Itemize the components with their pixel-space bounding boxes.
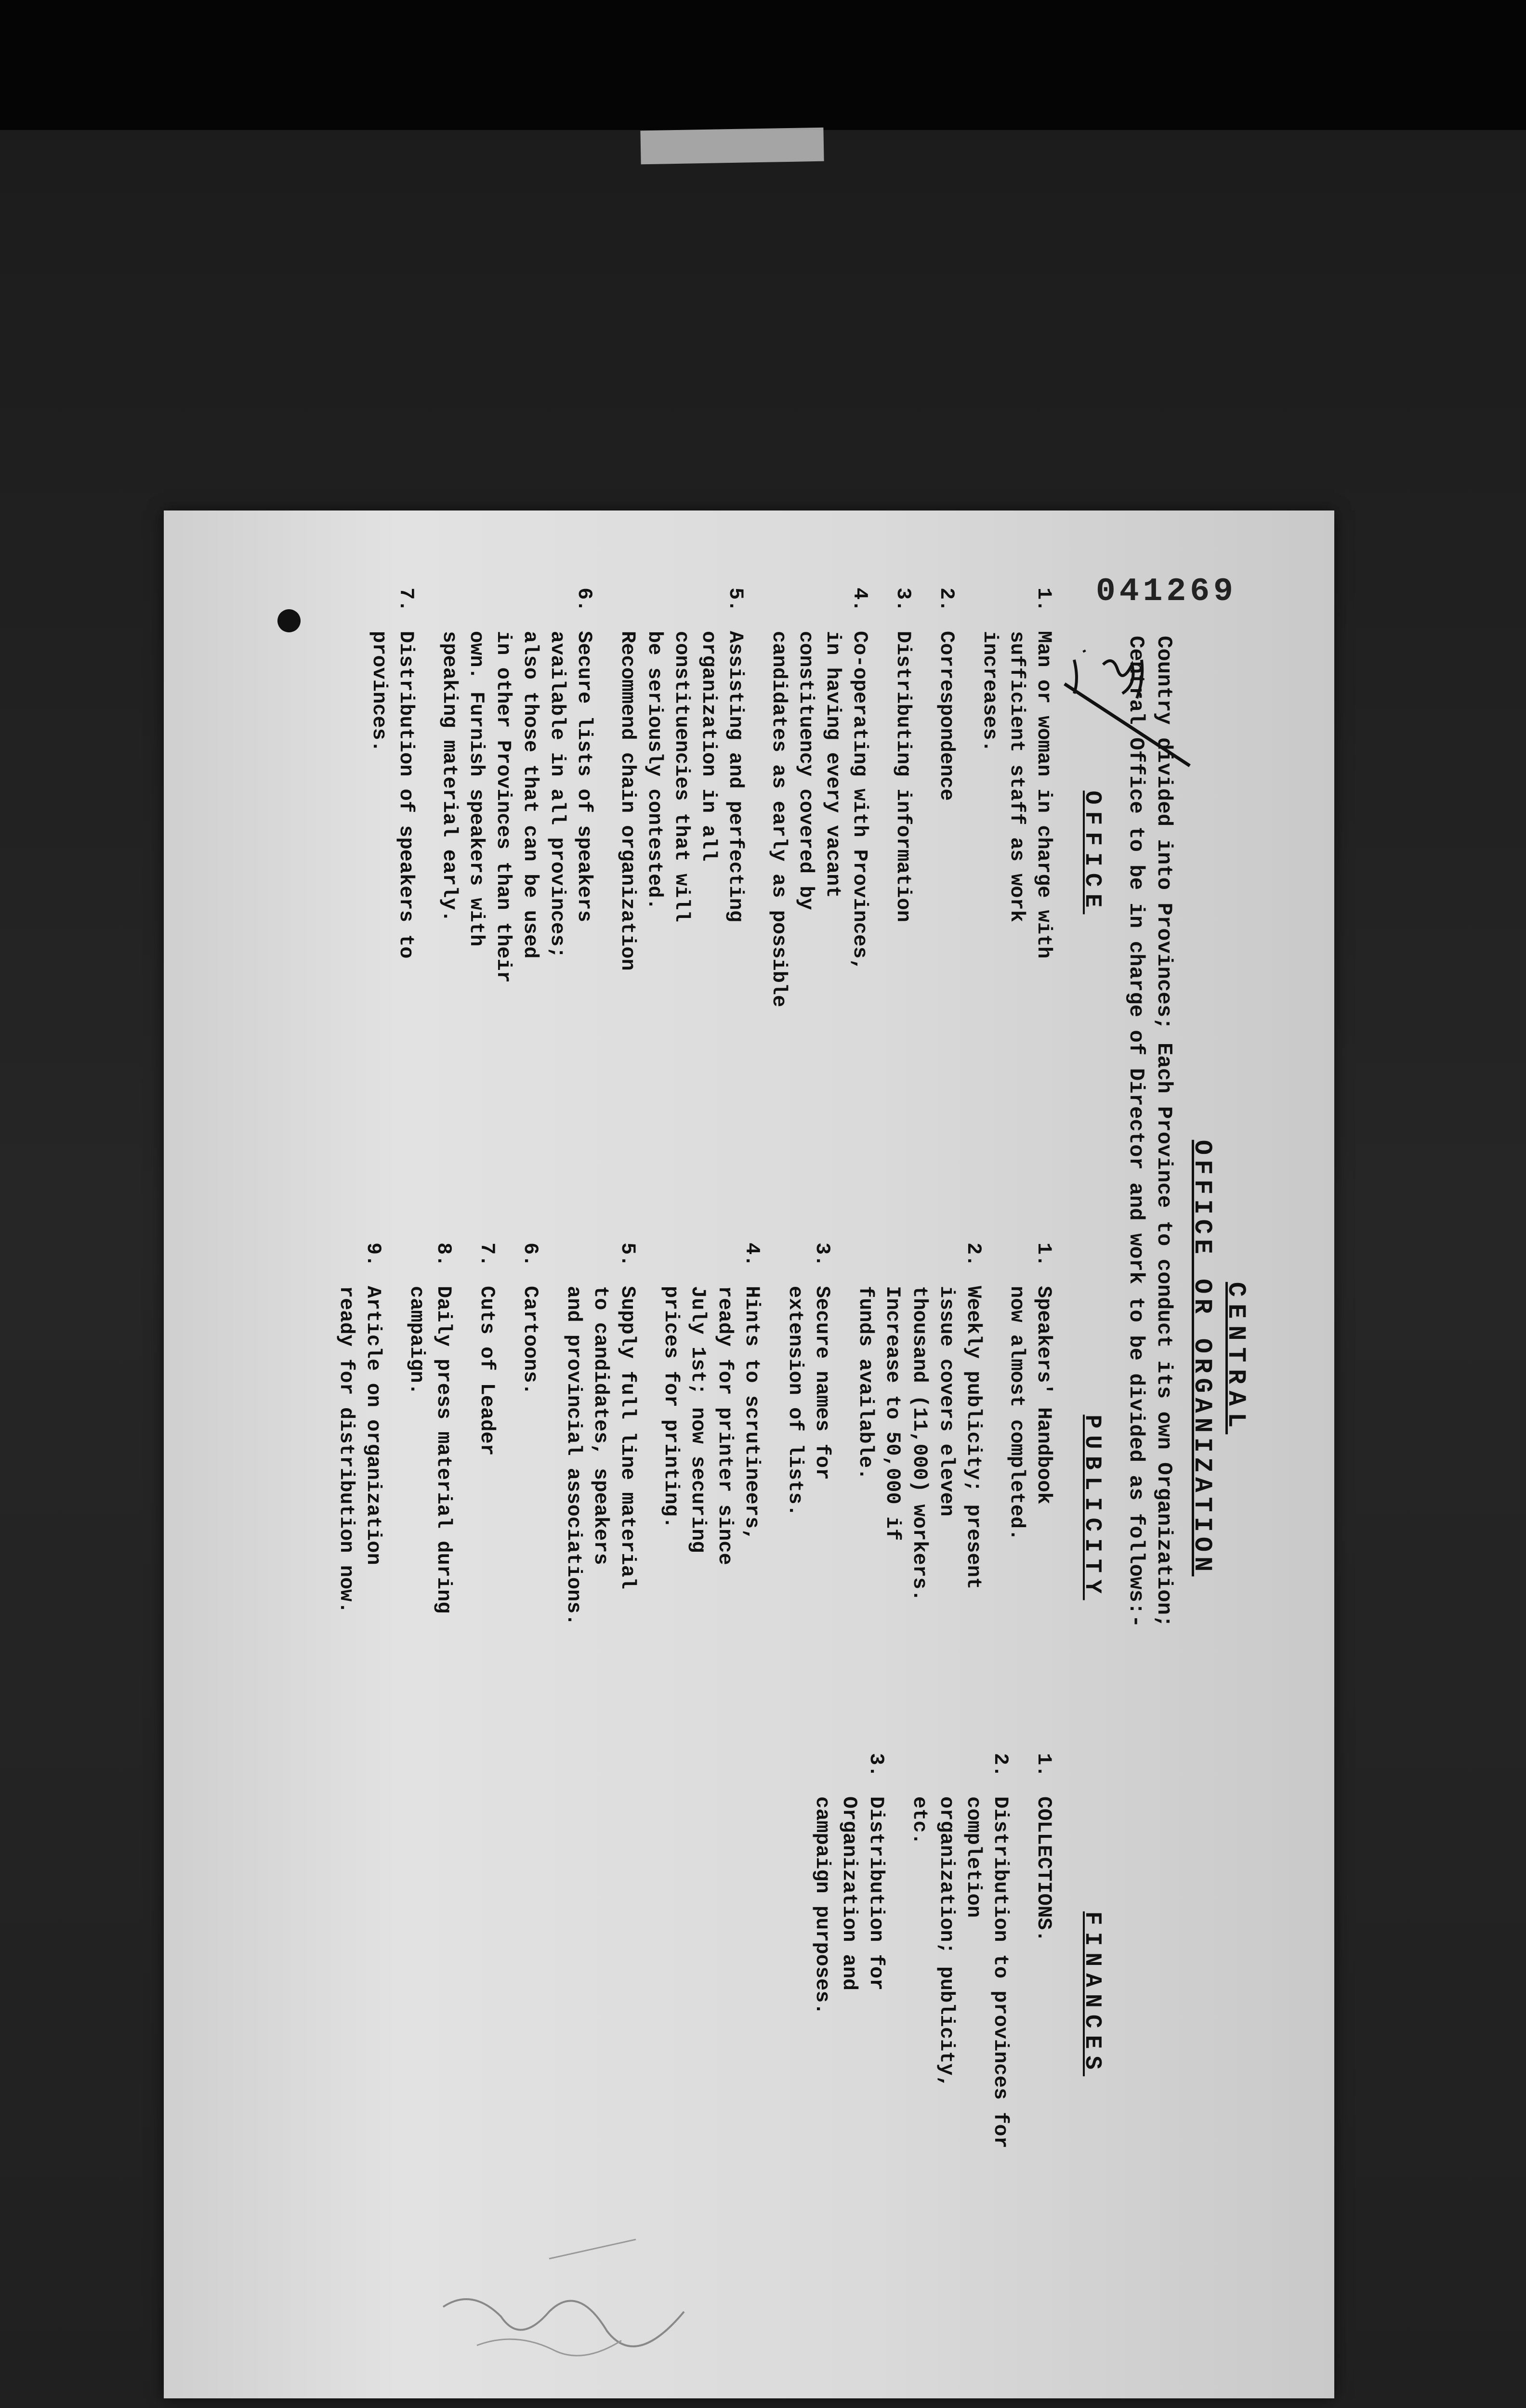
item-text: Man or woman in charge with sufficient staff as work increases.	[978, 631, 1055, 959]
item-text: Distribution to provinces for completion organization; publicity, etc.	[908, 1796, 1012, 2148]
list-item	[1003, 1243, 1057, 1772]
list-item	[906, 1753, 1014, 2235]
list-item	[436, 588, 598, 1117]
stamp-number: 041269	[1096, 573, 1237, 610]
list-item	[1030, 1753, 1057, 2235]
list-item	[782, 1243, 836, 1772]
item-text: Secure lists of speakers available in all provinces; also those that can be used in other Provinces than their own. Furnish speakers with speaking material early.	[438, 631, 596, 983]
finances-column	[335, 1753, 1105, 2235]
item-text: Daily press material during campaign.	[405, 1286, 455, 1614]
list-item	[517, 1243, 544, 1772]
item-text: Article on organization ready for distribution now.	[335, 1286, 385, 1614]
item-number: 3.	[892, 588, 915, 612]
item-number: 3.	[865, 1753, 888, 1778]
item-number: 7.	[395, 588, 418, 612]
item-number: 1.	[1032, 1243, 1055, 1267]
item-text: Distribution for Organization and campaign purposes.	[811, 1796, 888, 2015]
faint-pencil-scribble	[405, 2230, 742, 2394]
item-text: Assisting and perfecting organization in all constituencies that will be seriously contested. Recommend chain organization	[616, 631, 747, 971]
list-item	[976, 588, 1057, 1117]
item-text: Weekly publicity; present issue covers eleven thousand (11,000) workers. Increase to 50,000 if funds available.	[854, 1286, 985, 1602]
item-text: Speakers' Handbook now almost completed.	[1005, 1286, 1055, 1541]
list-item	[333, 1243, 387, 1772]
item-text: COLLECTIONS.	[1032, 1796, 1055, 1942]
item-text: Supply full line material to candidates, speakers and provincial associations.	[562, 1286, 639, 1626]
list-item	[765, 588, 873, 1117]
publicity-heading: PUBLICITY	[1079, 1414, 1105, 1600]
item-text: Correspondence	[935, 631, 958, 801]
item-number: 3.	[811, 1243, 834, 1267]
list-item	[403, 1243, 457, 1772]
publicity-column	[335, 1243, 1105, 1772]
item-number: 1.	[1032, 1753, 1055, 1778]
office-column	[335, 588, 1105, 1117]
item-number: 8.	[432, 1243, 455, 1267]
item-number: 1.	[1032, 588, 1055, 612]
item-number: 9.	[362, 1243, 385, 1267]
item-text: Distributing information	[892, 631, 915, 922]
document-subtitle: OFFICE OR ORGANIZATION	[1188, 1139, 1216, 1577]
item-number: 6.	[519, 1243, 542, 1267]
item-number: 6.	[573, 588, 596, 612]
item-text: Cartoons.	[519, 1286, 542, 1395]
item-number: 4.	[740, 1243, 763, 1267]
document-title: CENTRAL	[1222, 1282, 1250, 1435]
item-number: 2.	[962, 1243, 985, 1267]
item-number: 5.	[724, 588, 747, 612]
list-item	[809, 1753, 890, 2235]
item-number: 7.	[475, 1243, 499, 1267]
office-heading: OFFICE	[1079, 790, 1105, 915]
list-item	[560, 1243, 641, 1772]
tape-strip	[640, 128, 824, 165]
item-number: 5.	[616, 1243, 639, 1267]
scanner-top-border	[0, 0, 1526, 130]
document-sheet	[164, 510, 1334, 2398]
list-item	[366, 588, 420, 1117]
document-body	[287, 588, 1250, 2273]
list-item	[474, 1243, 500, 1772]
item-number: 4.	[848, 588, 871, 612]
list-item	[890, 588, 917, 1117]
item-text: Co-operating with Provinces, in having every vacant constituency covered by candidates as early as possible	[767, 631, 871, 1008]
item-number: 2.	[935, 588, 958, 612]
list-item	[933, 588, 960, 1117]
list-item	[614, 588, 749, 1117]
list-item	[658, 1243, 765, 1772]
intro-paragraph: Country divided into Provinces; Each Province to conduct its own Organization; Central Office to be in charge of Director and work to be divided as follows:-	[1124, 636, 1176, 1628]
item-text: Secure names for extension of lists.	[784, 1286, 834, 1517]
finances-heading: FINANCES	[1079, 1911, 1105, 2077]
item-text: Distribution of speakers to provinces.	[368, 631, 418, 959]
list-item	[852, 1243, 987, 1772]
item-text: Hints to scrutineers, ready for printer since July 1st; now securing prices for printing.	[659, 1286, 763, 1565]
item-text: Cuts of Leader	[475, 1286, 499, 1456]
item-number: 2.	[989, 1753, 1012, 1778]
